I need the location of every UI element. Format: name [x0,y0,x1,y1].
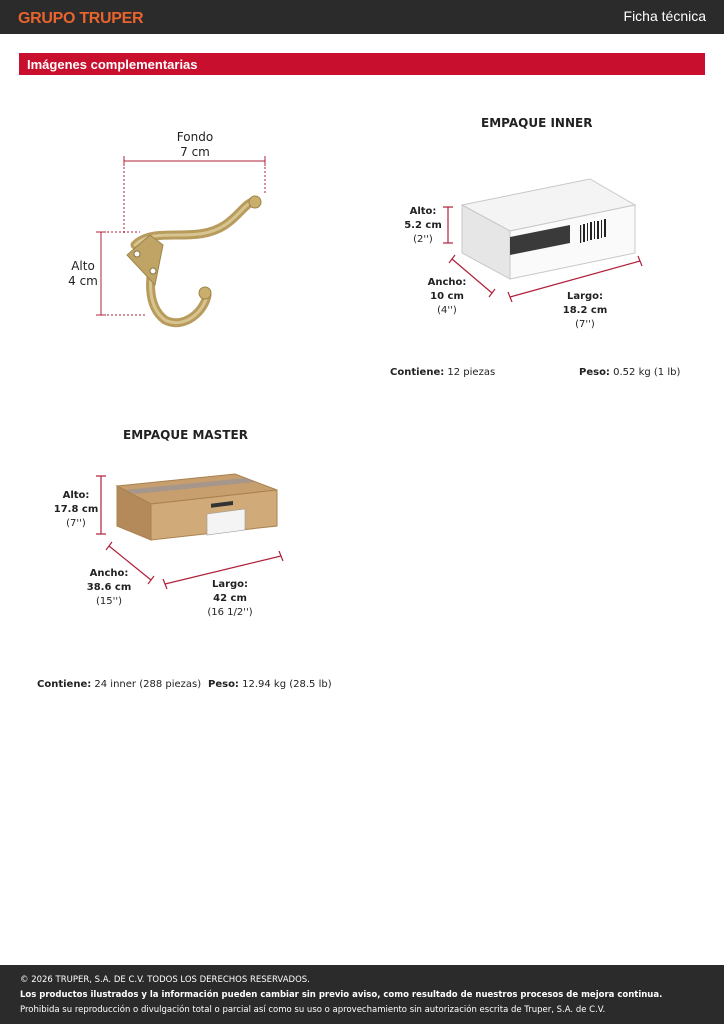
inner-ancho-label: Ancho: [427,277,467,288]
master-alto-label: Alto: [62,490,90,501]
master-peso-value: 12.94 kg (28.5 lb) [242,679,332,690]
inner-alto-cm: 5.2 cm [404,220,442,231]
inner-peso-label: Peso: [579,367,610,378]
inner-alto-in: (2'') [413,234,433,245]
inner-ancho [422,276,472,318]
inner-largo-label: Largo: [566,291,604,302]
master-contiene [37,679,201,690]
footer-notice: Los productos ilustrados y la información pueden cambiar sin previo aviso, como resultado de nuestros procesos de mejora continua. [20,990,663,1000]
master-contiene-label: Contiene: [37,679,92,690]
document-type: Ficha técnica [623,8,706,24]
fondo-value: 7 cm [180,145,210,159]
inner-ancho-cm: 10 cm [430,291,464,302]
inner-alto-label: Alto: [409,206,437,217]
inner-title: EMPAQUE INNER [481,116,593,130]
section-title: Imágenes complementarias [27,57,198,72]
master-largo-in: (16 1/2'') [207,607,253,618]
master-largo-label: Largo: [211,579,249,590]
master-alto-cm: 17.8 cm [53,504,99,515]
alto-title: Alto [71,259,95,273]
master-contiene-value: 24 inner (288 piezas) [94,679,202,690]
master-largo-cm: 42 cm [213,593,247,604]
footer [0,965,724,1024]
master-largo [200,578,260,620]
master-ancho [84,567,134,609]
inner-contiene [390,367,495,378]
master-alto-in: (7'') [66,518,86,529]
master-ancho-in: (15'') [95,596,123,607]
inner-contiene-value: 12 piezas [447,367,496,378]
master-ancho-label: Ancho: [89,568,129,579]
inner-largo [560,290,610,332]
master-peso [208,679,332,690]
footer-legal: Prohibida su reproducción o divulgación total o parcial así como su uso o aprovechamiento sin autorización escrita de Truper, S.A. de C.V. [20,1005,606,1015]
master-peso-label: Peso: [208,679,239,690]
inner-alto [398,205,448,247]
inner-ancho-in: (4'') [437,305,457,316]
footer-copyright: © 2026 TRUPER, S.A. DE C.V. TODOS LOS DERECHOS RESERVADOS. [20,975,310,985]
alto-value: 4 cm [68,274,98,288]
inner-contiene-label: Contiene: [390,367,445,378]
master-ancho-cm: 38.6 cm [86,582,132,593]
inner-peso-value: 0.52 kg (1 lb) [613,367,681,378]
inner-largo-in: (7'') [575,319,595,330]
section-header [19,53,705,75]
master-alto [51,489,101,531]
inner-peso [579,367,680,378]
fondo-title: Fondo [176,130,214,144]
inner-largo-cm: 18.2 cm [562,305,608,316]
hook-image [95,155,275,335]
brand-logo: GRUPO TRUPER [18,10,144,27]
top-bar [0,0,724,34]
master-title: EMPAQUE MASTER [123,428,248,442]
